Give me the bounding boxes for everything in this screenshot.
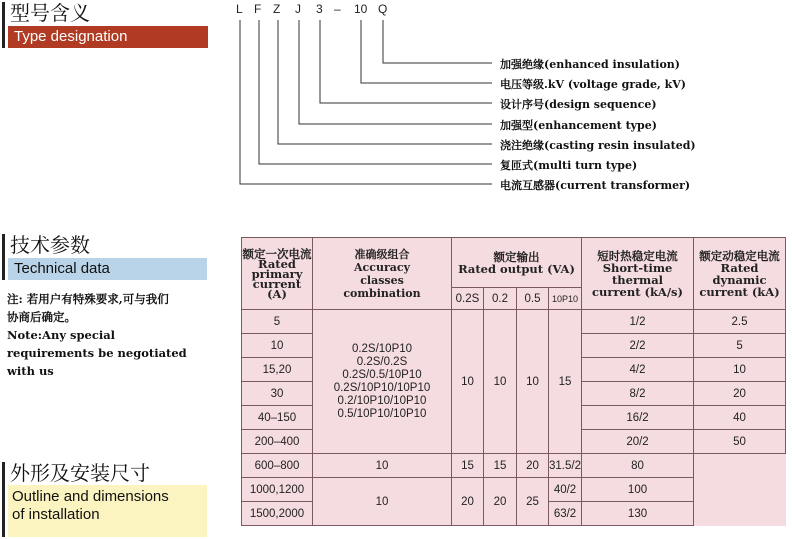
output-cell: 25 bbox=[517, 478, 549, 526]
designation-label: 复匝式(multi turn type) bbox=[500, 159, 638, 172]
code-char: F bbox=[254, 2, 262, 16]
output-cell: 10 bbox=[517, 310, 549, 454]
primary-current-cell: 1500,2000 bbox=[242, 502, 313, 526]
header-dynamic: 额定动稳定电流 Rated dynamic current (kA) bbox=[694, 238, 786, 310]
output-cell: 15 bbox=[549, 310, 582, 454]
outline-en-title bbox=[8, 485, 207, 537]
short-time-cell: 1/2 bbox=[582, 310, 694, 334]
note-line: Note:Any special bbox=[7, 328, 116, 342]
primary-current-cell: 600–800 bbox=[242, 454, 313, 478]
dynamic-cell: 5 bbox=[694, 334, 786, 358]
note-line: 协商后确定。 bbox=[7, 310, 76, 324]
short-time-cell: 20/2 bbox=[582, 430, 694, 454]
outline-en-line: Outline and dimensions bbox=[12, 488, 169, 505]
code-char: – bbox=[334, 2, 341, 16]
short-time-cell: 2/2 bbox=[582, 334, 694, 358]
output-cell: 20 bbox=[452, 478, 484, 526]
header-rated-output: 额定输出 Rated output (VA) bbox=[452, 238, 582, 288]
designation-label: 加强绝缘(enhanced insulation) bbox=[500, 58, 681, 71]
code-char: 3 bbox=[316, 2, 323, 16]
type-designation-en-title: Type designation bbox=[8, 26, 208, 48]
header-primary-current: 额定一次电流 Rated primary current (A) bbox=[242, 238, 313, 310]
primary-current-cell: 1000,1200 bbox=[242, 478, 313, 502]
output-class: 0.5 bbox=[517, 288, 549, 310]
output-cell: 10 bbox=[484, 310, 517, 454]
output-class: 10P10 bbox=[549, 288, 582, 310]
designation-label: 浇注绝缘(casting resin insulated) bbox=[500, 139, 696, 152]
note-line: requirements be negotiated bbox=[7, 346, 187, 360]
spec-table bbox=[241, 237, 786, 526]
output-class: 0.2 bbox=[484, 288, 517, 310]
primary-current-cell: 200–400 bbox=[242, 430, 313, 454]
note-line: 注: 若用户有特殊要求,可与我们 bbox=[7, 292, 169, 306]
technical-data-en-title: Technical data bbox=[8, 258, 207, 280]
output-cell: 10 bbox=[313, 478, 452, 526]
designation-label: 电压等级.kV (voltage grade, kV) bbox=[500, 78, 686, 91]
short-time-cell: 8/2 bbox=[582, 382, 694, 406]
designation-leader-lines bbox=[0, 0, 792, 200]
technical-note bbox=[7, 290, 217, 380]
short-time-cell: 4/2 bbox=[582, 358, 694, 382]
short-time-cell: 16/2 bbox=[582, 406, 694, 430]
output-cell: 10 bbox=[313, 454, 452, 478]
code-char: 10 bbox=[354, 2, 368, 16]
output-cell: 15 bbox=[484, 454, 517, 478]
dynamic-cell: 100 bbox=[582, 478, 694, 502]
short-time-cell: 63/2 bbox=[549, 502, 582, 526]
primary-current-cell: 30 bbox=[242, 382, 313, 406]
dynamic-cell: 10 bbox=[694, 358, 786, 382]
outline-zh-title: 外形及安装尺寸 bbox=[10, 461, 150, 485]
output-cell: 10 bbox=[452, 310, 484, 454]
dynamic-cell: 40 bbox=[694, 406, 786, 430]
primary-current-cell: 15,20 bbox=[242, 358, 313, 382]
output-cell: 20 bbox=[517, 454, 549, 478]
code-char: L bbox=[236, 2, 243, 16]
technical-data-zh-title: 技术参数 bbox=[10, 233, 90, 257]
dynamic-cell: 2.5 bbox=[694, 310, 786, 334]
designation-label: 电流互感器(current transformer) bbox=[500, 179, 691, 192]
type-designation-zh-title: 型号含义 bbox=[10, 1, 90, 25]
dynamic-cell: 130 bbox=[582, 502, 694, 526]
output-cell: 20 bbox=[484, 478, 517, 526]
header-accuracy: 准确级组合 Accuracy classes combination bbox=[313, 238, 452, 310]
primary-current-cell: 40–150 bbox=[242, 406, 313, 430]
code-char: J bbox=[295, 2, 301, 16]
dynamic-cell: 80 bbox=[582, 454, 694, 478]
primary-current-cell: 5 bbox=[242, 310, 313, 334]
note-line: with us bbox=[7, 364, 54, 378]
outline-en-line: of installation bbox=[12, 506, 100, 523]
output-cell: 15 bbox=[452, 454, 484, 478]
header-short-time: 短时热稳定电流 Short-time thermal current (kA/s) bbox=[582, 238, 694, 310]
section-bar bbox=[2, 462, 5, 537]
output-class: 0.2S bbox=[452, 288, 484, 310]
code-char: Z bbox=[273, 2, 281, 16]
short-time-cell: 40/2 bbox=[549, 478, 582, 502]
code-char: Q bbox=[378, 2, 388, 16]
primary-current-cell: 10 bbox=[242, 334, 313, 358]
designation-label: 加强型(enhancement type) bbox=[500, 119, 657, 132]
accuracy-cell: 0.2S/10P10 0.2S/0.2S 0.2S/0.5/10P10 0.2S/10P10/10P10 0.2/10P10/10P10 0.5/10P10/10P10 bbox=[313, 310, 452, 454]
dynamic-cell: 20 bbox=[694, 382, 786, 406]
short-time-cell: 31.5/2 bbox=[549, 454, 582, 478]
section-bar bbox=[2, 234, 5, 280]
designation-label: 设计序号(design sequence) bbox=[500, 98, 657, 111]
dynamic-cell: 50 bbox=[694, 430, 786, 454]
